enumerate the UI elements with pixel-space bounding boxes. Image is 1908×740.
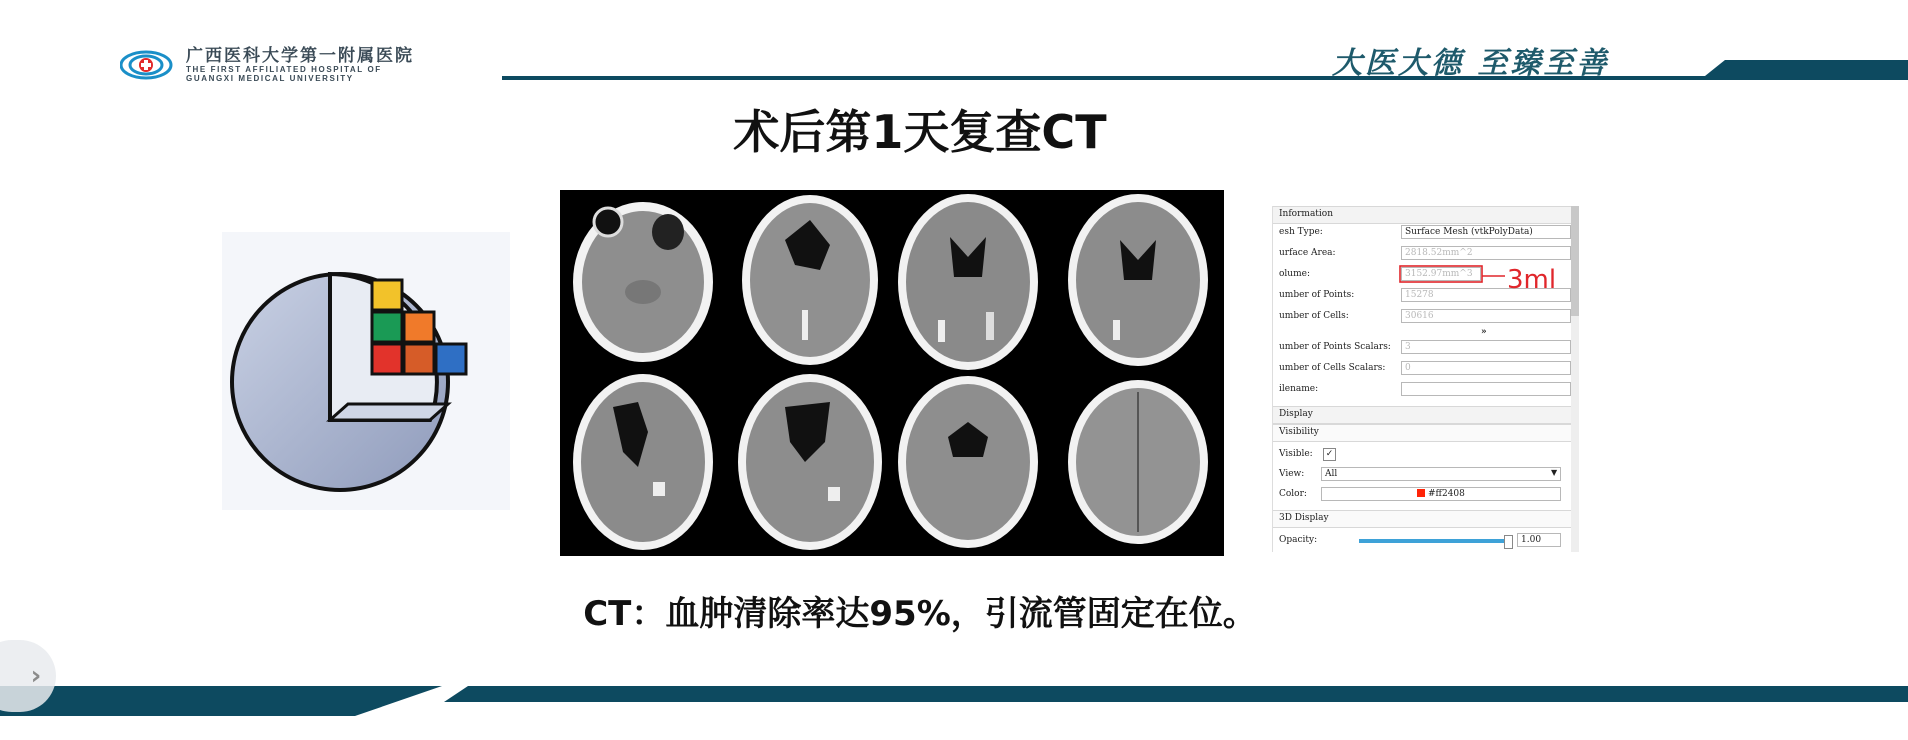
panel-scrollbar[interactable] <box>1571 206 1579 552</box>
hospital-emblem-icon <box>120 48 180 82</box>
surface-area-field: 2818.52mm^2 <box>1401 246 1571 260</box>
color-row <box>1273 486 1573 504</box>
opacity-slider[interactable] <box>1359 539 1509 543</box>
number-of-cells-row <box>1273 308 1573 326</box>
filename-row <box>1273 381 1573 399</box>
opacity-input[interactable]: 1.00 <box>1517 533 1561 547</box>
slicer-sphere-icon <box>222 232 510 510</box>
mesh-type-row <box>1273 224 1573 242</box>
3d-display-section-header[interactable] <box>1273 510 1573 528</box>
visible-row <box>1273 446 1573 464</box>
3d-slicer-logo <box>222 232 510 510</box>
information-section-header[interactable] <box>1273 206 1573 224</box>
volume-annotation-text: 3ml <box>1507 265 1557 295</box>
visible-checkbox[interactable]: ✓ <box>1323 448 1336 461</box>
points-scalars-row <box>1273 339 1573 357</box>
view-select[interactable]: All <box>1321 467 1561 481</box>
view-row <box>1273 466 1573 484</box>
color-label: Color: <box>1279 489 1307 499</box>
volume-field: 3152.97mm^3 <box>1401 267 1481 281</box>
number-of-cells-field: 30616 <box>1401 309 1571 323</box>
slide-title: 术后第1天复查CT <box>733 105 1107 159</box>
cells-scalars-field: 0 <box>1401 361 1571 375</box>
view-label: View: <box>1279 469 1305 479</box>
cells-scalars-row <box>1273 360 1573 378</box>
cells-scalars-label: umber of Cells Scalars: <box>1279 363 1386 373</box>
ct-scan-montage <box>560 190 1224 556</box>
opacity-label: Opacity: <box>1279 535 1318 545</box>
display-header-label: Display <box>1279 409 1313 419</box>
visibility-header-label: Visibility <box>1279 427 1319 437</box>
slide-caption: CT：血肿清除率达95%，引流管固定在位。 <box>583 594 1257 634</box>
opacity-slider-handle[interactable] <box>1504 535 1513 549</box>
points-scalars-field: 3 <box>1401 340 1571 354</box>
color-swatch <box>1417 489 1425 497</box>
mesh-type-label: esh Type: <box>1279 227 1323 237</box>
segment-info-panel <box>1272 206 1585 552</box>
header-band <box>1700 60 1908 80</box>
display-section-header[interactable] <box>1273 406 1573 424</box>
points-scalars-label: umber of Points Scalars: <box>1279 342 1391 352</box>
hospital-motto: 大医大德 至臻至善 <box>1332 46 1610 81</box>
information-header-label: Information <box>1279 209 1334 219</box>
expand-more-icon[interactable]: » <box>1481 327 1487 337</box>
3d-display-header-label: 3D Display <box>1279 513 1329 523</box>
logo-english-line-2: GUANGXI MEDICAL UNIVERSITY <box>186 73 354 83</box>
chevron-right-icon: › <box>30 661 42 691</box>
logo-english-line-1: THE FIRST AFFILIATED HOSPITAL OF <box>186 64 382 74</box>
ct-slice-row-1 <box>573 194 1208 370</box>
ct-slice-row-2 <box>573 374 1208 550</box>
filename-field[interactable] <box>1401 382 1571 396</box>
color-picker-button[interactable] <box>1321 487 1561 501</box>
chevron-down-icon[interactable]: ▼ <box>1551 468 1558 477</box>
volume-annotation-mark <box>1397 262 1587 302</box>
surface-area-label: urface Area: <box>1279 248 1336 258</box>
visibility-section-header[interactable] <box>1273 424 1573 442</box>
opacity-row <box>1273 532 1573 550</box>
volume-label: olume: <box>1279 269 1310 279</box>
visible-label: Visible: <box>1279 449 1313 459</box>
hospital-logo <box>120 45 480 83</box>
surface-area-row <box>1273 245 1573 263</box>
number-of-points-label: umber of Points: <box>1279 290 1355 300</box>
filename-label: ilename: <box>1279 384 1319 394</box>
color-value: #ff2408 <box>1428 489 1465 499</box>
logo-chinese-name: 广西医科大学第一附属医院 <box>186 45 414 66</box>
number-of-cells-label: umber of Cells: <box>1279 311 1349 321</box>
number-of-points-field: 15278 <box>1401 288 1571 302</box>
mesh-type-field: Surface Mesh (vtkPolyData) <box>1401 225 1571 239</box>
